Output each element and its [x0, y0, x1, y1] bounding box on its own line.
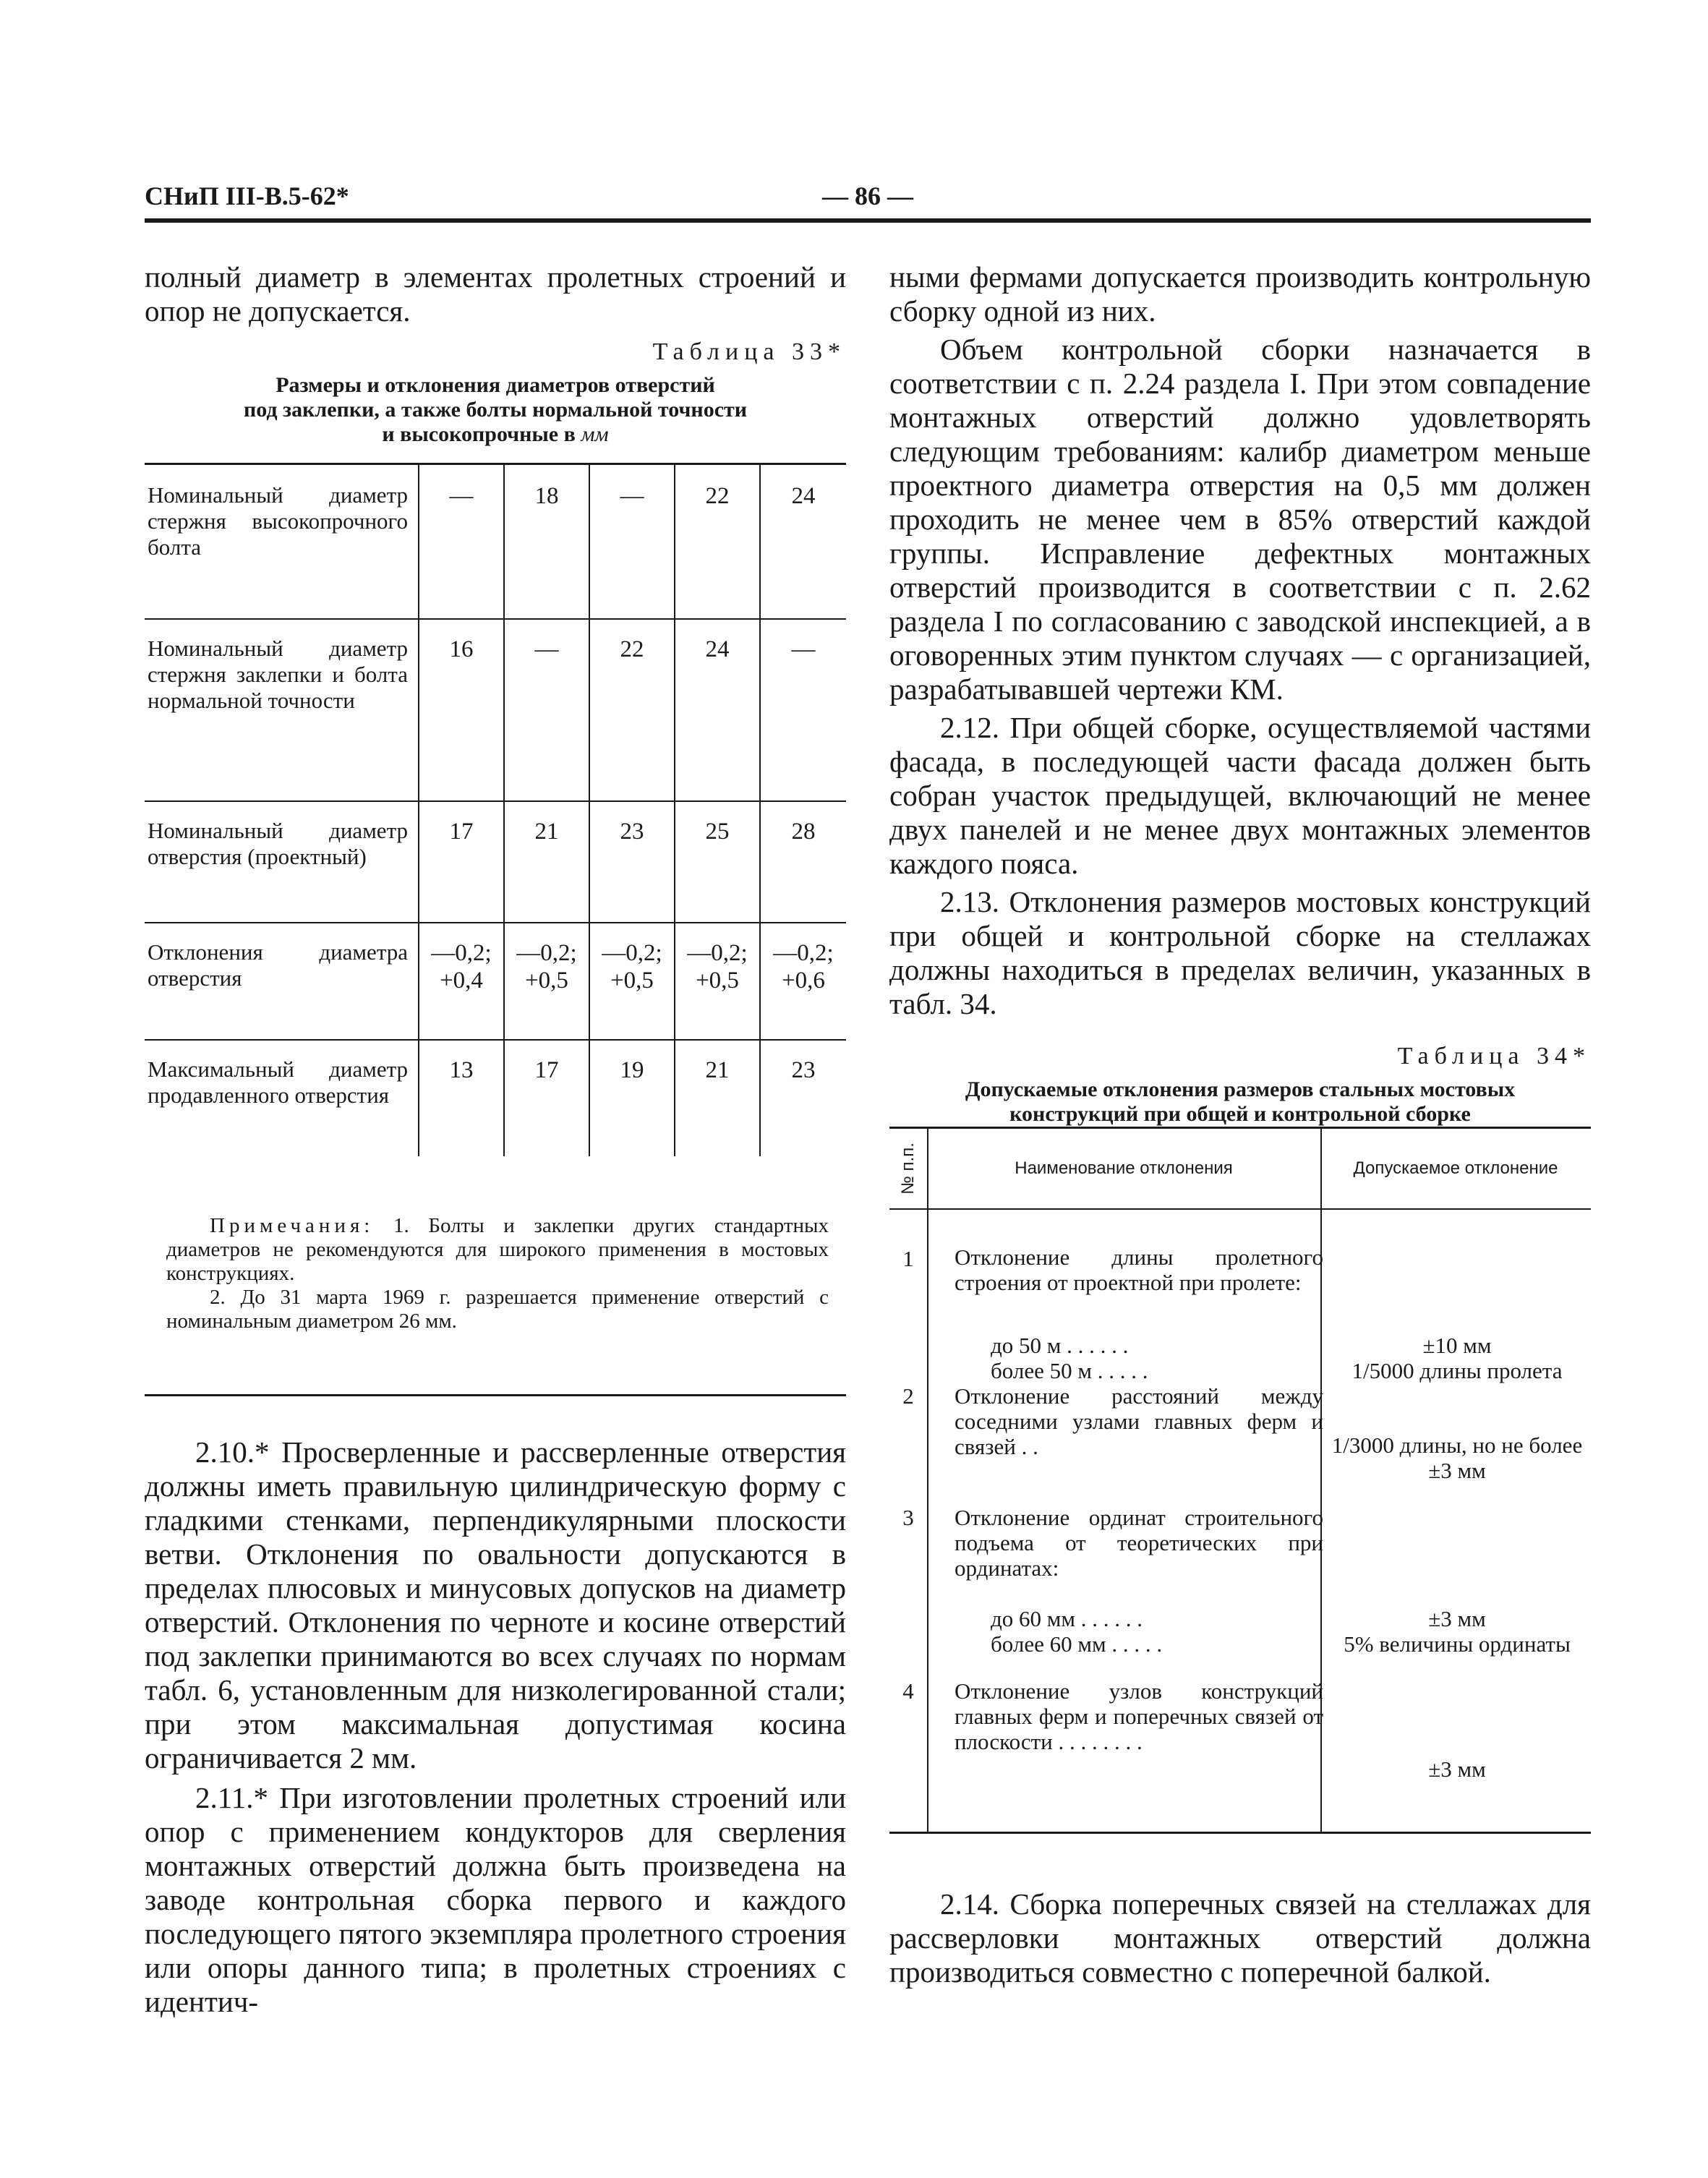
row-value: ±3 мм — [1428, 1756, 1486, 1782]
table-33-title-unit: мм — [581, 422, 609, 446]
clause-number: 2.12. — [940, 711, 999, 744]
table-cell: 19 — [589, 1039, 674, 1156]
row-name: Отклонение ординат строительного подъема от теоретических при ординатах: — [955, 1505, 1323, 1581]
row-value: ±3 мм — [1428, 1606, 1486, 1631]
table-cell: —0,2; +0,5 — [589, 922, 674, 1039]
table-34-title — [889, 1077, 1591, 1127]
note-1 — [166, 1214, 829, 1286]
right-column-bottom — [889, 1887, 1591, 1989]
row-subname: до 60 мм . . . . . . — [991, 1606, 1143, 1631]
table-cell: 24 — [759, 465, 846, 618]
paragraph-2-13 — [889, 885, 1591, 1021]
clause-text: При общей сборке, осуществляемой частями фасада, в последующей части фасада должен быть собран участок предыдущей, включающий не менее двух панелей и не менее двух монтажных элементов каждого пояса. — [889, 711, 1592, 880]
row-name: Отклонение длины пролетного строения от проектной при пролете: — [955, 1244, 1323, 1295]
header-cell-number — [889, 1129, 927, 1208]
clause-number: 2.14. — [940, 1887, 999, 1921]
notes-heading: Примечания: — [210, 1214, 375, 1237]
table-cell: — — [589, 465, 674, 618]
table-34-title-line: конструкций при общей и контрольной сборке — [1009, 1102, 1471, 1126]
table-cell: — — [503, 618, 589, 800]
header-cell-value: Допускаемое отклонение — [1353, 1158, 1558, 1178]
table-cell: — — [418, 465, 503, 618]
row-name: Отклонение узлов конструкций главных ферм и поперечных связей от плоскости . . . . . . . . — [955, 1678, 1323, 1754]
row-label: Максимальный диаметр продавленного отверстия — [148, 1056, 408, 1108]
table-cell: 23 — [589, 800, 674, 922]
table-cell: —0,2; +0,4 — [418, 922, 503, 1039]
row-label: Номинальный диаметр стержня заклепки и болта нормальной точности — [148, 636, 408, 713]
row-number: 2 — [902, 1383, 914, 1409]
table-33-notes — [145, 1188, 846, 1333]
table-cell: 18 — [503, 465, 589, 618]
row-subname: до 50 м . . . . . . — [991, 1333, 1129, 1358]
note-1-text: 1. Болты и заклепки других стандартных диаметров не рекомендуются для широкого применения в мостовых конструкциях. — [166, 1214, 829, 1285]
table-cell: 21 — [503, 800, 589, 922]
table-cell: 25 — [674, 800, 759, 922]
continued-paragraph: ными фермами допускается производить контрольную сборку одной из них. — [889, 260, 1591, 328]
table-cell: —0,2; +0,5 — [674, 922, 759, 1039]
clause-number: 2.13. — [940, 885, 999, 918]
right-column-top — [889, 260, 1591, 1127]
table-cell: 23 — [759, 1039, 846, 1156]
row-number: 4 — [902, 1678, 914, 1704]
paragraph-2-11 — [145, 1781, 846, 2019]
table-cell: 13 — [418, 1039, 503, 1156]
table-row — [145, 800, 846, 923]
row-label: Отклонения диаметра отверстия — [148, 939, 408, 991]
row-value: 5% величины ординаты — [1344, 1631, 1571, 1657]
left-column-top — [145, 260, 846, 447]
clause-text: Отклонения размеров мостовых конструкций при общей и контрольной сборке на стеллажах должны находиться в пределах величин, указанных в табл. 34. — [889, 885, 1591, 1020]
paragraph-2-14 — [889, 1887, 1591, 1989]
table-33-title-text: и высокопрочные в — [382, 422, 576, 446]
table-33-title-line — [145, 422, 846, 447]
header-text: № п.п. — [898, 1143, 918, 1195]
table-33-title — [145, 373, 846, 447]
clause-number: 2.10.* — [195, 1435, 270, 1469]
row-number: 3 — [902, 1505, 914, 1530]
table-34-caption: Таблица 34* — [1397, 1043, 1591, 1069]
table-cell: 22 — [674, 465, 759, 618]
clause-text: Просверленные и рассверленные отверстия должны иметь правильную цилиндрическую форму с гладкими стенками, перпендикулярными плоскости ветви. Отклонения по овальности допускаются в пределах плюсовых и минусовых допусков на диаметр отверстий. Отклонения по черноте и косине отверстий под заклепки принимаются во всех случаях по нормам табл. 6, установленным для низколегированной стали; при этом максимальная допустимая косина ограничивается 2 мм. — [145, 1435, 847, 1775]
table-header-row — [889, 1129, 1591, 1210]
row-number: 1 — [902, 1246, 914, 1271]
table-33-title-line: под заклепки, а также болты нормальной точности — [243, 398, 748, 422]
row-subname: более 50 м . . . . . — [991, 1358, 1148, 1383]
table-cell: 17 — [418, 800, 503, 922]
table-row — [145, 465, 846, 620]
row-name: Отклонение расстояний между соседними узлами главных ферм и связей . . — [955, 1383, 1323, 1459]
column-divider — [927, 1129, 928, 1832]
table-34 — [889, 1127, 1591, 1834]
paragraph-2-12 — [889, 711, 1591, 881]
note-2: 2. До 31 марта 1969 г. разрешается применение отверстий с номинальным диаметром 26 мм. — [166, 1286, 829, 1333]
table-34-title-line: Допускаемые отклонения размеров стальных мостовых — [965, 1077, 1516, 1101]
row-value: 1/3000 длины, но не более ±3 мм — [1331, 1432, 1583, 1483]
table-cell: 17 — [503, 1039, 589, 1156]
table-row — [145, 618, 846, 802]
table-cell: 22 — [589, 618, 674, 800]
left-column-bottom — [145, 1435, 846, 2019]
table-33-title-line: Размеры и отклонения диаметров отверстий — [276, 373, 715, 397]
row-value: ±10 мм — [1422, 1333, 1492, 1358]
table-row — [145, 922, 846, 1041]
paragraph-volume: Объем контрольной сборки назначается в соответствии с п. 2.24 раздела I. При этом совпадение монтажных отверстий должно удовлетворять следующим требованиям: калибр диаметром меньше проектного диаметра отверстия на 0,5 мм должен проходить не менее чем в 85% отверстий каждой группы. Исправление дефектных монтажных отверстий производится в соответствии с п. 2.62 раздела I по согласованию с заводской инспекцией, а в оговоренных этим пунктом случаях — с организацией, разрабатывавшей чертежи КМ. — [889, 333, 1591, 706]
intro-paragraph: полный диаметр в элементах пролетных строений и опор не допускается. — [145, 260, 846, 328]
clause-text: При изготовлении пролетных строений или опор с применением кондукторов для сверления монтажных отверстий должна быть произведена на заводе контрольная сборка первого и каждого последующего пятого экземпляра пролетного строения или опоры данного типа; в пролетных строениях с идентич- — [145, 1781, 846, 2018]
row-value: 1/5000 длины пролета — [1352, 1358, 1563, 1383]
document-code: СНиП III-В.5-62* — [145, 182, 349, 210]
table-cell: —0,2; +0,6 — [759, 922, 846, 1039]
header-cell-name: Наименование отклонения — [1015, 1158, 1233, 1178]
table-cell: —0,2; +0,5 — [503, 922, 589, 1039]
table-cell: 24 — [674, 618, 759, 800]
table-row — [145, 1039, 846, 1156]
clause-number: 2.11.* — [195, 1781, 268, 1814]
row-label: Номинальный диаметр отверстия (проектный) — [148, 818, 408, 869]
clause-text: Сборка поперечных связей на стеллажах для рассверловки монтажных отверстий должна производиться совместно с поперечной балкой. — [889, 1887, 1592, 1989]
row-label: Номинальный диаметр стержня высокопрочного болта — [148, 482, 408, 560]
header-rule — [145, 218, 1591, 223]
table-33 — [145, 463, 846, 1396]
page-number: — 86 — — [822, 182, 913, 210]
table-cell: 16 — [418, 618, 503, 800]
table-cell: — — [759, 618, 846, 800]
page-header — [145, 174, 1591, 217]
paragraph-2-10 — [145, 1435, 846, 1775]
table-cell: 21 — [674, 1039, 759, 1156]
row-subname: более 60 мм . . . . . — [991, 1631, 1163, 1657]
table-cell: 28 — [759, 800, 846, 922]
table-33-caption: Таблица 33* — [652, 338, 846, 365]
